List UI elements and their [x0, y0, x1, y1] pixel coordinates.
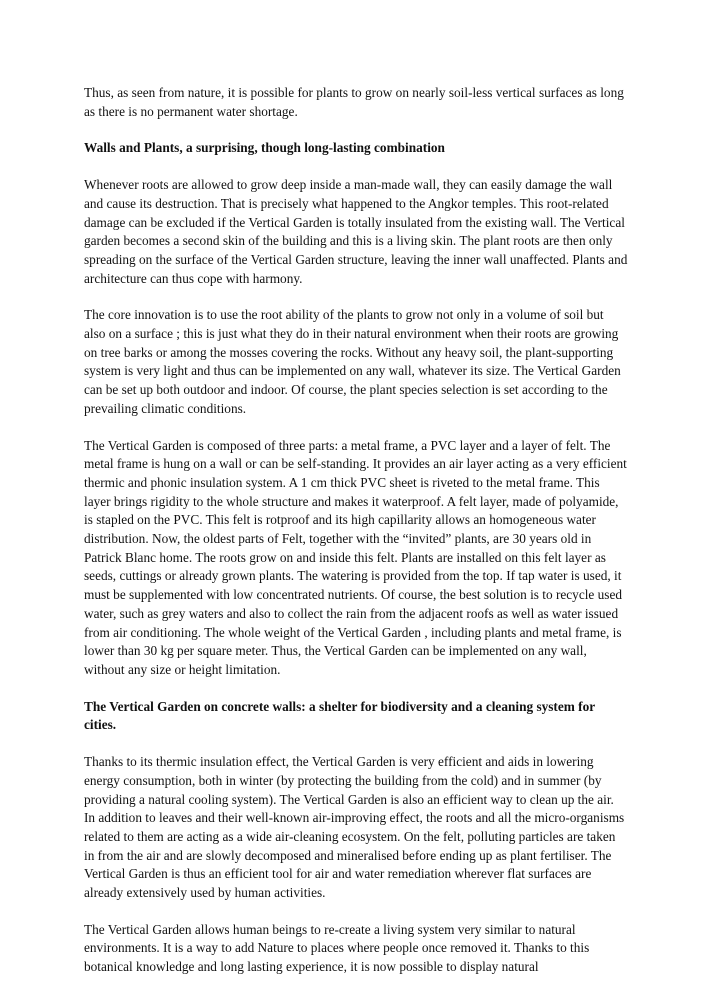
paragraph-soil-less-surfaces: Thus, as seen from nature, it is possible for plants to grow on nearly soil-less vertical surfaces as long as there is no permanent water shortage. — [84, 85, 624, 119]
paragraph-root-damage: Whenever roots are allowed to grow deep inside a man-made wall, they can easily damage the wall and cause its destruction. That is precisely what happened to the Angkor temples. This root-related damage can be excluded if the Vertical Garden is totally insulated from the existing wall. The Vertical garden becomes a second skin of the building and this is a living skin. The plant roots are then only spreading on the surface of the Vertical Garden structure, leaving the inner wall unaffected. Plants and architecture can thus cope with harmony. — [84, 177, 628, 286]
heading-walls-and-plants: Walls and Plants, a surprising, though long-lasting combination — [84, 140, 445, 156]
paragraph-thermic-insulation: Thanks to its thermic insulation effect, the Vertical Garden is very efficient and aids in lowering energy consumption, both in winter (by protecting the building from the cold) and in summer (by providing a natural cooling system). The Vertical Garden is also an efficient way to clean up the air. In addition to leaves and their well-known air-improving effect, the roots and all the micro-organisms related to them are acting as a wide air-cleaning ecosystem. On the felt, polluting particles are taken in from the air and are slowly decomposed and mineralised before ending up as plant fertiliser. The Vertical Garden is thus an efficient tool for air and water remediation wherever flat surfaces are already extensively used by human activities. — [84, 754, 625, 901]
document-page — [84, 84, 628, 995]
paragraph-three-parts: The Vertical Garden is composed of three parts: a metal frame, a PVC layer and a layer of felt. The metal frame is hung on a wall or can be self-standing. It provides an air layer acting as a very efficient thermic and phonic insulation system. A 1 cm thick PVC sheet is riveted to the metal frame. This layer brings rigidity to the whole structure and makes it waterproof. A felt layer, made of polyamide, is stapled on the PVC. This felt is rotproof and its high capillarity allows an homogeneous water distribution. Now, the oldest parts of Felt, together with the “invited” plants, are 30 years old in Patrick Blanc home. The roots grow on and inside this felt. Plants are installed on this felt layer as seeds, cuttings or already grown plants. The watering is provided from the top. If tap water is used, it must be supplemented with low concentrated nutrients. Of course, the best solution is to recycle used water, such as grey waters and also to collect the rain from the adjacent roofs as well as water issued from air conditioning. The whole weight of the Vertical Garden , including plants and metal frame, is lower than 30 kg per square meter. Thus, the Vertical Garden can be implemented on any wall, without any size or height limitation. — [84, 437, 627, 677]
heading-concrete-walls: The Vertical Garden on concrete walls: a shelter for biodiversity and a cleaning system for cities. — [84, 698, 595, 733]
paragraph-living-system: The Vertical Garden allows human beings to re-create a living system very similar to natural environments. It is a way to add Nature to places where people once removed it. Thanks to this botanical knowledge and long lasting experience, it is now possible to display natural — [84, 921, 590, 975]
paragraph-core-innovation: The core innovation is to use the root ability of the plants to grow not only in a volume of soil but also on a surface ; this is just what they do in their natural environment when their roots are growing on tree barks or among the mosses covering the rocks. Without any heavy soil, the plant-supporting system is very light and thus can be implemented on any wall, whatever its size. The Vertical Garden can be set up both outdoor and indoor. Of course, the plant species selection is set according to the prevailing climatic conditions. — [84, 307, 621, 416]
